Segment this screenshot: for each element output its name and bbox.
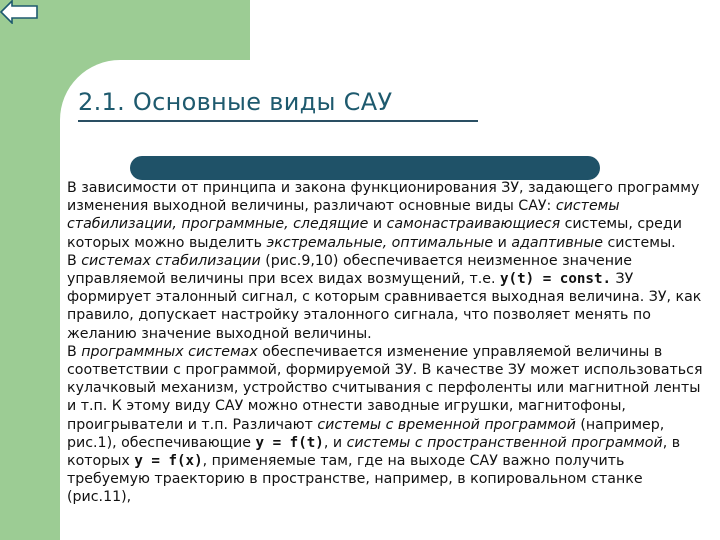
italic-run: системы с временной программой (317, 416, 576, 433)
text-run: (рис.9,10) обеспечивается неизменное значение управляемой величины при всех видах возмущений, т.е. (67, 252, 632, 288)
italic-run: программных системах (81, 343, 258, 360)
italic-run: системах стабилизации (81, 252, 261, 269)
text-run: и (368, 216, 387, 233)
text-run: , и (323, 434, 347, 451)
decorative-bar (130, 156, 600, 180)
text-run: , применяемые там, где на выходе САУ важно получить требуемую траекторию в пространстве, например, в копировальном станке (рис.11), (67, 453, 643, 506)
text-run: обеспечивается изменение управляемой величины в соответствии с программой, формируемой ЗУ. В качестве ЗУ может использоваться кулачковый механизм, устройство считывания с перфоленты или магнитной ленты и т.п. К этому виду САУ можно отнести заводные игрушки, магнитофоны, проигрыватели и т.п. Различают (67, 343, 703, 433)
slide-title: 2.1. Основные виды САУ (78, 88, 393, 116)
text-run: В (67, 343, 82, 360)
formula: y(t) = const. (499, 271, 612, 288)
italic-run: экстремальные, оптимальные (266, 234, 494, 251)
paragraph-3 (67, 343, 707, 507)
paragraph-2 (67, 252, 707, 343)
text-run: системы, среди которых можно выделить (67, 216, 682, 251)
text-run: и (493, 234, 512, 251)
text-run: (например, рис.1), обеспечивающие (67, 416, 665, 451)
italic-run: системы стабилизации, программные, следящие (67, 198, 620, 233)
left-arrow-icon (0, 0, 40, 24)
text-run: системы. (602, 234, 676, 251)
paragraph-1 (67, 179, 707, 252)
text-run: В зависимости от принципа и закона функционирования ЗУ, задающего программу изменения выходной величины, различают основные виды САУ: (67, 180, 700, 215)
formula: y = f(t) (255, 434, 324, 451)
italic-run: системы с пространственной программой (346, 434, 663, 451)
italic-run: самонастраивающиеся (386, 216, 561, 233)
formula: y = f(x) (134, 453, 203, 470)
text-run: В (67, 252, 82, 269)
title-underline (78, 120, 478, 122)
back-button[interactable] (0, 0, 40, 24)
text-run: , в которых (67, 434, 681, 470)
body-text (67, 179, 707, 507)
text-run: ЗУ формирует эталонный сигнал, с которым сравнивается выходная величина. ЗУ, как правило, допускает настройку эталонного сигнала, что позволяет менять по желанию значение выходной величины. (67, 271, 702, 342)
italic-run: адаптивные (511, 234, 603, 251)
